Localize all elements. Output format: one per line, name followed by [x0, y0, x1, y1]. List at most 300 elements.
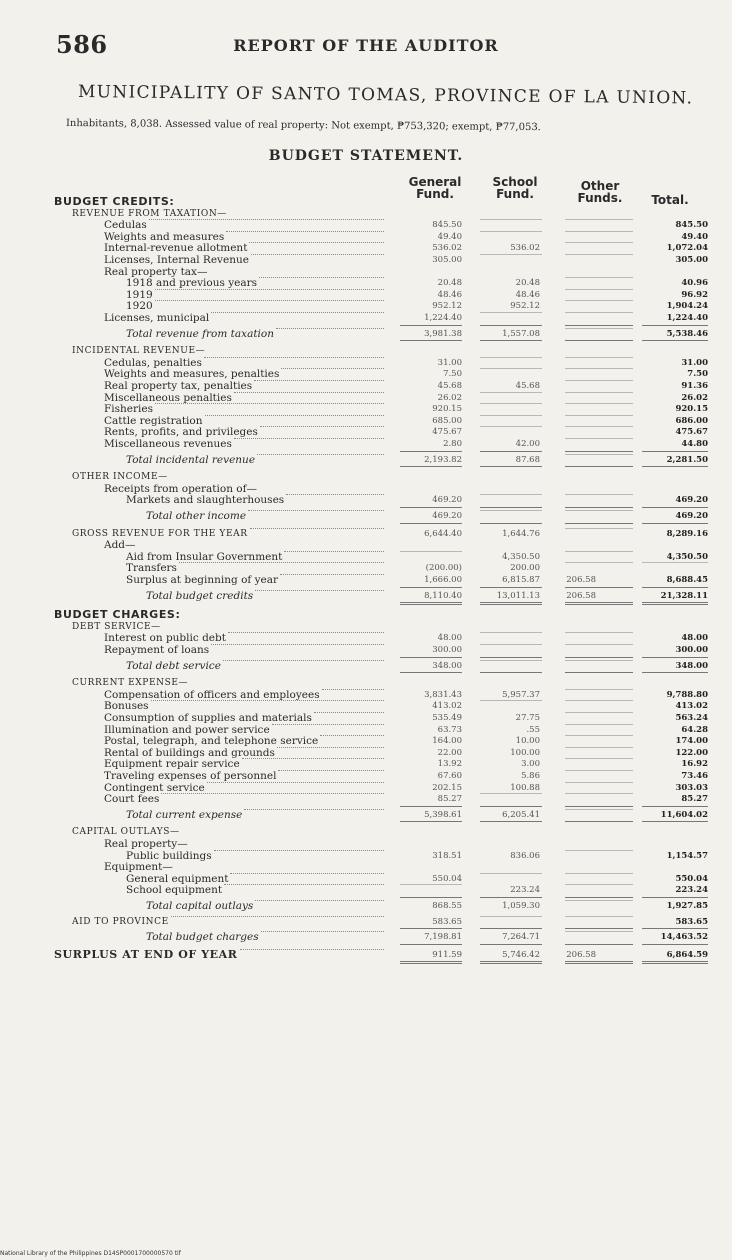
- cell-school: 4,350.50: [502, 551, 540, 562]
- column-rule: [400, 466, 462, 467]
- leader-dots: [249, 242, 384, 243]
- cell-general: 300.00: [432, 645, 462, 655]
- table-row: [0, 254, 732, 266]
- leader-dots: [322, 689, 384, 690]
- empty-cell-line: [480, 700, 542, 701]
- table-row: [0, 415, 732, 427]
- cell-general: 2,193.82: [424, 454, 462, 465]
- leader-dots: [272, 724, 384, 725]
- cell-total: 31.00: [681, 357, 708, 368]
- column-rule: [400, 325, 462, 326]
- cell-total: 1,927.85: [666, 901, 708, 911]
- row-label: BUDGET CREDITS:: [54, 195, 175, 208]
- cell-general: 536.02: [432, 243, 462, 254]
- leader-dots: [244, 809, 384, 810]
- cell-general: 85.27: [437, 794, 462, 805]
- empty-cell-line: [480, 426, 542, 427]
- cell-total: 40.96: [681, 278, 708, 289]
- empty-cell-line: [480, 793, 542, 794]
- column-rule: [642, 340, 708, 341]
- cell-total: 16.92: [681, 759, 708, 770]
- row-label: 1920: [126, 300, 153, 313]
- table-row: [0, 884, 732, 896]
- cell-general: 469.20: [432, 495, 462, 506]
- cell-general: 3,831.43: [424, 689, 462, 700]
- column-rule: [400, 806, 462, 807]
- row-label: Interest on public debt: [104, 632, 226, 645]
- column-rule: [642, 325, 708, 326]
- cell-general: 1,224.40: [424, 313, 462, 323]
- cell-general: 318.51: [432, 850, 462, 861]
- row-label: Transfers: [126, 562, 177, 575]
- cell-total: 1,904.24: [666, 301, 708, 312]
- cell-general: 48.46: [437, 289, 462, 300]
- cell-school: 1,557.08: [502, 328, 540, 339]
- row-label: 1919: [126, 288, 153, 301]
- cell-total: 8,289.16: [666, 528, 708, 539]
- col-head-other: Other Funds.: [577, 179, 623, 205]
- cell-total: 583.65: [675, 916, 708, 927]
- leader-dots: [171, 916, 384, 917]
- table-row: [0, 368, 732, 380]
- column-rule: [400, 587, 462, 588]
- table-row: [0, 300, 732, 312]
- column-rule: [642, 657, 708, 658]
- cell-general: 164.00: [432, 736, 462, 747]
- row-label: Total current expense: [126, 808, 243, 821]
- row-label: Aid from Insular Government: [126, 550, 283, 563]
- table-row: [0, 644, 732, 656]
- leader-dots: [320, 735, 384, 736]
- leader-dots: [248, 510, 384, 511]
- leader-dots: [204, 357, 384, 358]
- cell-total: 563.24: [675, 713, 708, 723]
- cell-school: 7,264.71: [502, 932, 540, 943]
- cell-total: 4,350.50: [666, 551, 708, 562]
- cell-school: 200.00: [510, 563, 540, 574]
- column-rule: [565, 325, 633, 326]
- table-row: [0, 632, 732, 644]
- row-label: Court fees: [104, 793, 160, 806]
- column-rule: [480, 961, 542, 964]
- column-rule: [642, 961, 708, 964]
- row-label: Weights and measures, penalties: [104, 368, 280, 381]
- cell-total: 1,154.57: [666, 850, 708, 861]
- running-head: REPORT OF THE AUDITOR: [233, 36, 499, 55]
- cell-other: 206.58: [566, 590, 596, 601]
- cell-general: 26.02: [437, 392, 462, 403]
- table-row: [0, 242, 732, 254]
- cell-other: 206.58: [566, 575, 596, 585]
- leader-dots: [234, 392, 384, 393]
- cell-school: 836.06: [510, 850, 540, 861]
- table-row: [0, 850, 732, 862]
- table-row: [0, 277, 732, 289]
- column-rule: [642, 944, 708, 945]
- cell-total: 1,224.40: [666, 313, 708, 323]
- row-label: Cedulas, penalties: [104, 356, 202, 369]
- row-label: School equipment: [126, 884, 223, 897]
- leader-dots: [214, 850, 384, 851]
- table-row: [0, 861, 732, 873]
- column-rule: [400, 657, 462, 658]
- column-rule: [480, 466, 542, 467]
- cell-school: 27.75: [515, 713, 540, 723]
- leader-dots: [314, 712, 384, 713]
- leader-dots: [207, 782, 384, 783]
- empty-cell-line: [480, 219, 542, 220]
- cell-school: 100.88: [510, 782, 540, 793]
- leader-dots: [259, 277, 384, 278]
- empty-cell-line: [480, 403, 542, 404]
- row-label: Weights and measures: [104, 230, 225, 243]
- row-label: Total incidental revenue: [126, 453, 256, 466]
- table-row: [0, 700, 732, 712]
- cell-general: 413.02: [432, 701, 462, 712]
- row-label: Surplus at beginning of year: [126, 574, 279, 586]
- row-label: Total revenue from taxation: [126, 327, 274, 340]
- column-rule: [565, 806, 633, 807]
- table-row: [0, 712, 732, 724]
- cell-total: 469.20: [675, 511, 708, 521]
- table-row: [0, 677, 732, 689]
- empty-cell-line: [400, 884, 462, 885]
- cell-general: 202.15: [432, 782, 462, 793]
- column-rule: [642, 928, 708, 929]
- leader-dots: [151, 700, 384, 701]
- cell-general: 8,110.40: [424, 590, 462, 601]
- leader-dots: [254, 380, 384, 381]
- cell-general: 475.67: [432, 427, 462, 438]
- row-label: REVENUE FROM TAXATION—: [72, 208, 227, 219]
- column-rule: [400, 672, 462, 673]
- cell-total: 469.20: [675, 495, 708, 506]
- table-row: [0, 471, 732, 483]
- table-row: [0, 747, 732, 759]
- row-label: Cattle registration: [104, 414, 203, 427]
- cell-school: 42.00: [515, 439, 540, 449]
- table-row: [0, 357, 732, 369]
- cell-general: 685.00: [432, 415, 462, 426]
- empty-cell-line: [480, 231, 542, 232]
- leader-dots: [278, 770, 384, 771]
- leader-dots: [155, 403, 384, 404]
- cell-general: 2.80: [443, 439, 462, 449]
- cell-total: 7.50: [687, 369, 708, 380]
- empty-cell-line: [480, 873, 542, 874]
- row-label: OTHER INCOME—: [72, 472, 168, 483]
- column-rule: [480, 602, 542, 605]
- column-rule: [642, 672, 708, 673]
- cell-general: 845.50: [432, 220, 462, 231]
- empty-cell-line: [565, 562, 633, 563]
- cell-total: 920.15: [675, 404, 708, 415]
- leader-dots: [261, 931, 384, 932]
- table-row: [0, 609, 732, 621]
- table-row: [0, 219, 732, 231]
- cell-general: 550.04: [432, 873, 462, 884]
- cell-total: 96.92: [681, 289, 708, 300]
- row-label: Equipment repair service: [104, 758, 240, 771]
- column-rule: [642, 507, 708, 508]
- row-label: Contingent service: [104, 781, 205, 794]
- col-head-total: Total.: [651, 193, 689, 207]
- column-rule: [400, 928, 462, 929]
- column-rule: [480, 672, 542, 673]
- column-rule: [565, 897, 633, 898]
- empty-cell-line: [480, 644, 542, 645]
- column-rule: [480, 806, 542, 807]
- row-label: Add—: [104, 539, 136, 552]
- column-rule: [400, 897, 462, 898]
- cell-general: 31.00: [437, 357, 462, 368]
- empty-cell-line: [480, 660, 542, 661]
- row-label: Miscellaneous penalties: [104, 391, 232, 404]
- leader-dots: [280, 574, 384, 575]
- table-row: [0, 758, 732, 770]
- cell-total: 8,688.45: [666, 575, 708, 585]
- cell-general: 868.55: [432, 901, 462, 911]
- cell-general: 6,644.40: [424, 528, 462, 539]
- table-row: [0, 793, 732, 805]
- cell-general: 7.50: [443, 369, 462, 380]
- cell-school: 10.00: [515, 736, 540, 747]
- table-row: [0, 689, 732, 701]
- leader-dots: [211, 312, 384, 313]
- table-row: [0, 770, 732, 782]
- cell-general: 920.15: [432, 404, 462, 415]
- cell-general: 952.12: [432, 301, 462, 312]
- table-row: [0, 312, 732, 324]
- table-row: [0, 660, 732, 672]
- leader-dots: [255, 900, 384, 901]
- row-label: GROSS REVENUE FOR THE YEAR: [72, 528, 248, 539]
- cell-total: 64.28: [681, 724, 708, 735]
- column-rule: [565, 340, 633, 341]
- table-row: [0, 345, 732, 357]
- cell-total: 11,604.02: [660, 809, 708, 820]
- empty-cell-line: [480, 415, 542, 416]
- cell-general: 5,398.61: [424, 809, 462, 820]
- cell-school: 87.68: [515, 454, 540, 465]
- column-rule: [565, 587, 633, 588]
- leader-dots: [211, 644, 384, 645]
- leader-dots: [223, 660, 384, 661]
- column-rule: [642, 806, 708, 807]
- cell-total: 73.46: [681, 771, 708, 781]
- cell-total: 303.03: [675, 782, 708, 793]
- empty-cell-line: [480, 494, 542, 495]
- leader-dots: [276, 328, 384, 329]
- row-label: Real property tax, penalties: [104, 380, 253, 392]
- leader-dots: [257, 454, 384, 455]
- cell-general: 583.65: [432, 916, 462, 927]
- column-rule: [565, 944, 633, 945]
- cell-school: 952.12: [510, 301, 540, 312]
- table-row: [0, 782, 732, 794]
- empty-cell-line: [480, 510, 542, 511]
- column-rule: [400, 944, 462, 945]
- column-rule: [400, 340, 462, 341]
- leader-dots: [179, 562, 384, 563]
- cell-general: 911.59: [432, 949, 462, 960]
- row-label: INCIDENTAL REVENUE—: [72, 346, 206, 357]
- row-label: SURPLUS AT END OF YEAR: [54, 947, 238, 961]
- cell-other: 206.58: [566, 949, 596, 960]
- leader-dots: [240, 949, 384, 950]
- cell-general: 348.00: [432, 660, 462, 671]
- cell-school: 5,746.42: [502, 949, 540, 960]
- column-rule: [565, 507, 633, 508]
- leader-dots: [230, 873, 384, 874]
- column-rule: [642, 821, 708, 822]
- leader-dots: [234, 438, 384, 439]
- column-rule: [565, 523, 633, 524]
- row-label: Licenses, municipal: [104, 312, 210, 324]
- table-row: [0, 483, 732, 495]
- cell-school: 100.00: [510, 747, 540, 758]
- row-label: Real property—: [104, 838, 188, 850]
- cell-school: 1,059.30: [502, 901, 540, 911]
- cell-general: 63.73: [437, 724, 462, 735]
- empty-cell-line: [480, 632, 542, 633]
- table-row: [0, 231, 732, 243]
- table-row: [0, 900, 732, 912]
- cell-school: 48.46: [515, 289, 540, 300]
- leader-dots: [242, 758, 384, 759]
- column-rule: [480, 821, 542, 822]
- row-label: Consumption of supplies and materials: [104, 712, 312, 724]
- table-row: [0, 590, 732, 602]
- table-row: [0, 539, 732, 551]
- table-row: [0, 289, 732, 301]
- row-label: CURRENT EXPENSE—: [72, 678, 189, 689]
- column-rule: [642, 523, 708, 524]
- leader-dots: [277, 747, 384, 748]
- column-rule: [565, 451, 633, 452]
- cell-general: 3,981.38: [424, 328, 462, 339]
- column-rule: [400, 451, 462, 452]
- cell-total: 122.00: [675, 747, 708, 758]
- table-row: [0, 916, 732, 928]
- column-rule: [480, 897, 542, 898]
- table-row: [0, 562, 732, 574]
- column-rule: [480, 451, 542, 452]
- cell-total: 686.00: [675, 415, 708, 426]
- empty-cell-line: [480, 357, 542, 358]
- table-row: [0, 208, 732, 220]
- leader-dots: [284, 551, 384, 552]
- cell-general: 305.00: [432, 255, 462, 265]
- table-row: [0, 403, 732, 415]
- column-rule: [642, 466, 708, 467]
- table-row: [0, 510, 732, 522]
- table-row: [0, 931, 732, 943]
- leader-dots: [281, 368, 384, 369]
- column-rule: [400, 523, 462, 524]
- row-label: General equipment: [126, 872, 229, 885]
- column-rule: [565, 821, 633, 822]
- row-label: Licenses, Internal Revenue: [104, 254, 249, 266]
- cell-school: 45.68: [515, 381, 540, 391]
- leader-dots: [224, 884, 384, 885]
- column-rule: [642, 587, 708, 588]
- row-label: Repayment of loans: [104, 644, 210, 656]
- cell-total: 9,788.80: [666, 689, 708, 700]
- cell-general: 45.68: [437, 381, 462, 391]
- cell-total: 223.24: [675, 885, 708, 896]
- leader-dots: [228, 632, 384, 633]
- cell-school: 6,205.41: [502, 809, 540, 820]
- row-label: Traveling expenses of personnel: [104, 770, 277, 782]
- cell-general: 469.20: [432, 511, 462, 521]
- column-rule: [565, 961, 633, 964]
- empty-cell-line: [480, 392, 542, 393]
- cell-total: 1,072.04: [666, 243, 708, 254]
- empty-cell-line: [480, 368, 542, 369]
- cell-school: 536.02: [510, 243, 540, 254]
- row-label: Equipment—: [104, 861, 173, 874]
- leader-dots: [251, 254, 384, 255]
- leader-dots: [205, 415, 384, 416]
- cell-total: 48.00: [681, 633, 708, 644]
- table-row: [0, 826, 732, 838]
- table-row: [0, 454, 732, 466]
- row-label: DEBT SERVICE—: [72, 621, 161, 632]
- leader-dots: [155, 300, 384, 301]
- table-row: [0, 724, 732, 736]
- column-rule: [565, 602, 633, 605]
- column-rule: [480, 523, 542, 524]
- empty-cell-line: [400, 551, 462, 552]
- row-label: Miscellaneous revenues: [104, 438, 232, 450]
- column-rule: [642, 451, 708, 452]
- leader-dots: [286, 494, 384, 495]
- column-rule: [400, 821, 462, 822]
- municipality-title: MUNICIPALITY OF SANTO TOMAS, PROVINCE OF LA UNION.: [77, 82, 694, 109]
- table-row: [0, 392, 732, 404]
- column-rule: [400, 602, 462, 605]
- row-label: Internal-revenue allotment: [104, 242, 248, 255]
- cell-total: 2,281.50: [666, 454, 708, 465]
- table-row: [0, 426, 732, 438]
- cell-general: 49.40: [437, 231, 462, 242]
- row-label: Real property tax—: [104, 265, 208, 278]
- table-row: [0, 574, 732, 586]
- empty-cell-line: [642, 562, 708, 563]
- empty-cell-line: [480, 254, 542, 255]
- column-rule: [480, 587, 542, 588]
- cell-total: 21,328.11: [660, 590, 708, 601]
- statement-title: BUDGET STATEMENT.: [268, 148, 464, 164]
- cell-total: 6,864.59: [666, 949, 708, 960]
- cell-general: (200.00): [425, 563, 462, 574]
- column-rule: [400, 961, 462, 964]
- cell-school: 20.48: [515, 278, 540, 289]
- col-head-general: General Fund.: [408, 175, 462, 201]
- cell-total: 550.04: [675, 873, 708, 884]
- table-row: [0, 193, 732, 208]
- cell-total: 475.67: [675, 427, 708, 438]
- table-row: [0, 621, 732, 633]
- row-label: Rents, profits, and privileges: [104, 426, 258, 439]
- cell-total: 348.00: [675, 660, 708, 671]
- column-rule: [565, 466, 633, 467]
- cell-general: 22.00: [437, 747, 462, 758]
- row-label: Public buildings: [126, 849, 212, 862]
- table-row: [0, 873, 732, 885]
- leader-dots: [260, 426, 384, 427]
